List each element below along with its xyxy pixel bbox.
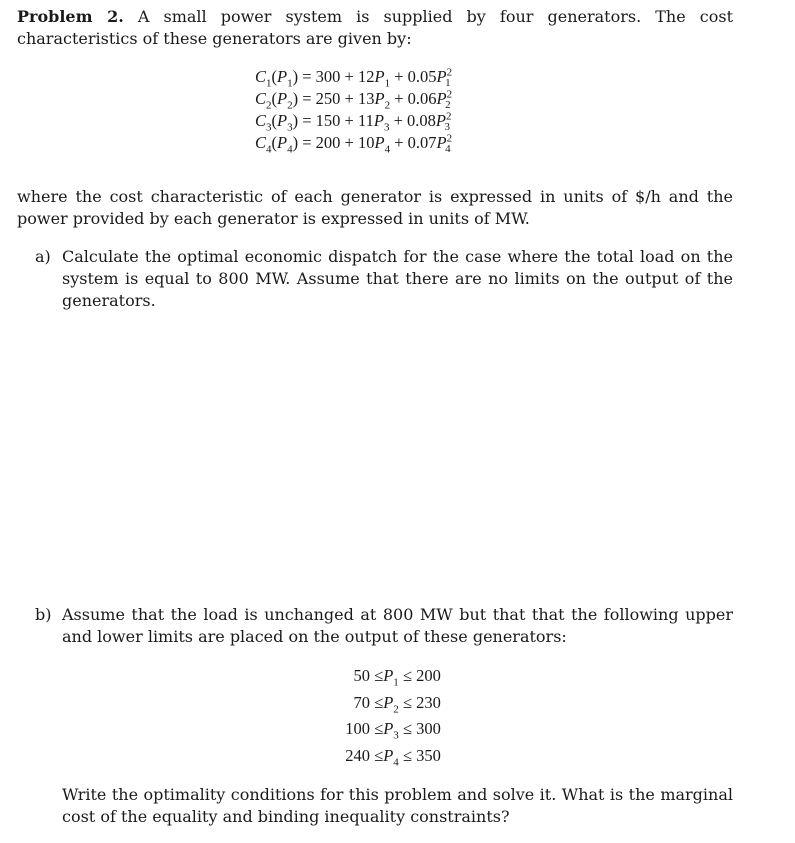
problem-intro: [17, 6, 733, 50]
limit-P2: $70 \le P_2 \le 230$: [353, 692, 441, 715]
part-a-label: a): [35, 247, 51, 266]
cost-equations: [255, 66, 655, 154]
cost-equation-4: $C_4(P_4) = 200 + 10P_4 + 0.07P^2_4$: [255, 132, 453, 156]
problem-intro-text: A small power system is supplied by four generators. The cost characteristics of these generators are given by:: [17, 7, 733, 48]
limit-P3: $100 \le P_3 \le 300$: [345, 719, 441, 742]
limit-P4: $240 \le P_4 \le 350$: [345, 745, 441, 768]
part-a: [35, 246, 733, 310]
part-a-text: Calculate the optimal economic dispatch for the case where the total load on the system is equal to 800 MW. Assume that there are no limits on the output of the generators.: [62, 247, 733, 310]
cost-equation-3: $C_3(P_3) = 150 + 11P_3 + 0.08P^2_3$: [255, 110, 452, 134]
part-b-followup: [35, 784, 733, 828]
part-b: [35, 604, 733, 648]
part-b-text: Assume that the load is unchanged at 800 MW but that that the following upper and lower limits are placed on the output of these generators:: [62, 605, 733, 646]
cost-equation-2: $C_2(P_2) = 250 + 13P_2 + 0.06P^2_2$: [255, 88, 453, 112]
cost-equation-1: $C_1(P_1) = 300 + 12P_1 + 0.05P^2_1$: [255, 66, 453, 90]
part-b-followup-text: Write the optimality conditions for this problem and solve it. What is the marginal cost of the equality and binding inequality constraints?: [62, 785, 733, 826]
generator-limits: [330, 663, 530, 769]
part-b-label: b): [35, 605, 52, 624]
units-paragraph: where the cost characteristic of each generator is expressed in units of $/h and the power provided by each generator is expressed in units of MW.: [17, 187, 733, 228]
limit-P1: $50 \le P_1 \le 200$: [353, 666, 441, 689]
problem-title: Problem 2.: [17, 7, 124, 26]
